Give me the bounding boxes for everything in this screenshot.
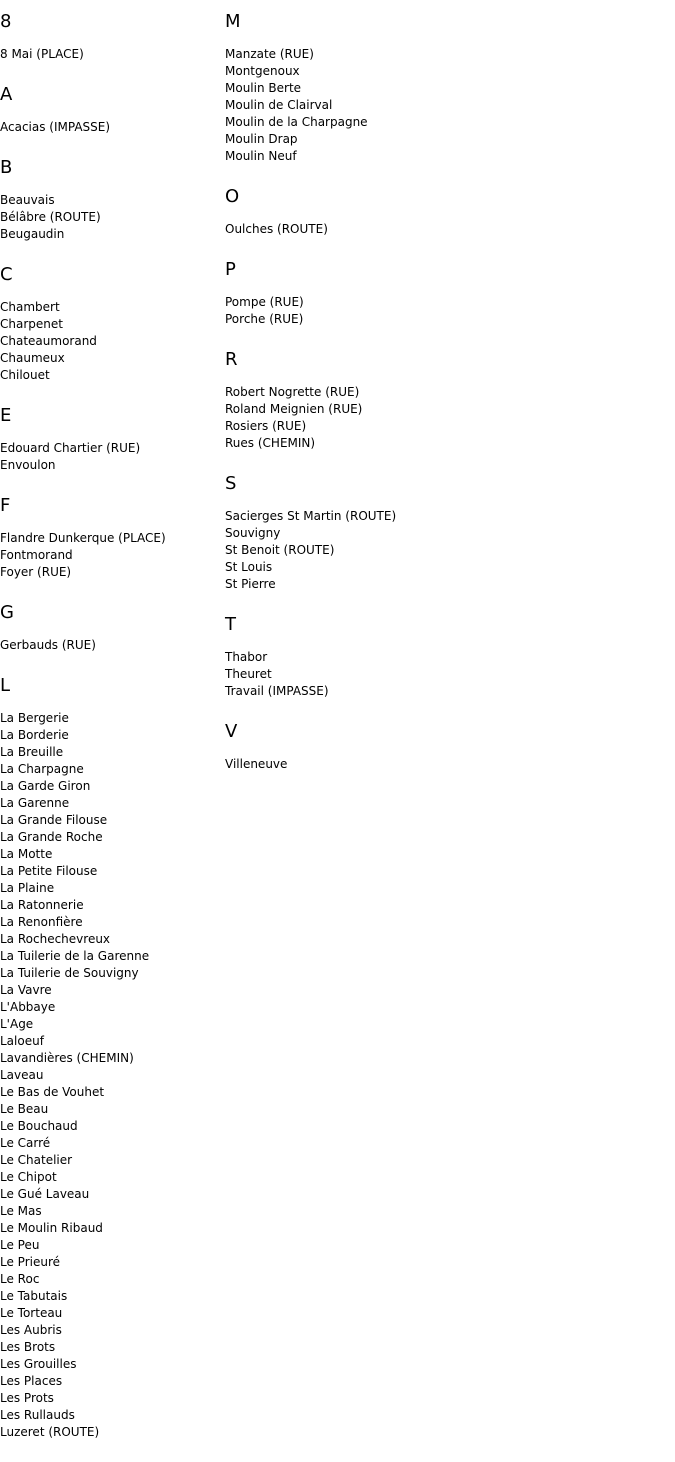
street-item[interactable]: Le Chipot — [0, 1170, 57, 1184]
letter-section — [225, 614, 445, 700]
street-item[interactable]: St Benoit (ROUTE) — [225, 543, 335, 557]
street-item[interactable]: La Plaine — [0, 881, 55, 895]
street-index-column-left — [0, 11, 220, 1462]
street-item[interactable]: Envoulon — [0, 458, 56, 472]
street-item[interactable]: Roland Meignien (RUE) — [225, 402, 363, 416]
letter-section — [225, 11, 445, 165]
street-item[interactable]: Flandre Dunkerque (PLACE) — [0, 531, 166, 545]
street-item[interactable]: Le Bas de Vouhet — [0, 1085, 105, 1099]
letter-section — [225, 473, 445, 593]
street-item[interactable]: Les Grouilles — [0, 1357, 77, 1371]
street-item[interactable]: Moulin Berte — [225, 81, 302, 95]
street-list — [225, 221, 445, 238]
street-item[interactable]: Beugaudin — [0, 227, 65, 241]
street-list — [0, 530, 220, 581]
letter-section — [0, 495, 220, 581]
street-item[interactable]: L'Abbaye — [0, 1000, 56, 1014]
street-item[interactable]: Les Brots — [0, 1340, 56, 1354]
street-item[interactable]: Le Peu — [0, 1238, 40, 1252]
letter-section — [0, 675, 220, 1441]
section-letter-heading: L — [0, 675, 11, 696]
section-letter-heading: S — [225, 473, 237, 494]
street-item[interactable]: Le Mas — [0, 1204, 42, 1218]
street-item[interactable]: Bélâbre (ROUTE) — [0, 210, 101, 224]
street-item[interactable]: Fontmorand — [0, 548, 73, 562]
street-list — [0, 710, 220, 1441]
section-letter-heading: A — [0, 84, 13, 105]
street-item[interactable]: Les Rullauds — [0, 1408, 75, 1422]
street-item[interactable]: La Garenne — [0, 796, 70, 810]
section-letter-heading: E — [0, 405, 12, 426]
street-item[interactable]: Chateaumorand — [0, 334, 97, 348]
section-letter-heading: B — [0, 157, 13, 178]
letter-section — [0, 11, 220, 63]
street-item[interactable]: Thabor — [225, 650, 268, 664]
street-list — [0, 637, 220, 654]
street-item[interactable]: Beauvais — [0, 193, 55, 207]
street-item[interactable]: La Borderie — [0, 728, 69, 742]
street-list — [0, 46, 220, 63]
street-item[interactable]: Theuret — [225, 667, 272, 681]
street-list — [0, 299, 220, 384]
street-item[interactable]: Edouard Chartier (RUE) — [0, 441, 141, 455]
street-item[interactable]: Robert Nogrette (RUE) — [225, 385, 360, 399]
section-letter-heading: F — [0, 495, 11, 516]
street-item[interactable]: Moulin Neuf — [225, 149, 297, 163]
street-list — [225, 294, 445, 328]
letter-section — [0, 405, 220, 474]
letter-section — [225, 186, 445, 238]
street-item[interactable]: Villeneuve — [225, 757, 288, 771]
street-item[interactable]: Le Moulin Ribaud — [0, 1221, 103, 1235]
street-item[interactable]: Souvigny — [225, 526, 281, 540]
street-item[interactable]: 8 Mai (PLACE) — [0, 47, 84, 61]
street-item[interactable]: La Charpagne — [0, 762, 84, 776]
street-list — [225, 756, 445, 773]
street-item[interactable]: Le Roc — [0, 1272, 40, 1286]
street-item[interactable]: Moulin de la Charpagne — [225, 115, 368, 129]
street-item[interactable]: La Vavre — [0, 983, 52, 997]
street-item[interactable]: Sacierges St Martin (ROUTE) — [225, 509, 397, 523]
street-item[interactable]: Porche (RUE) — [225, 312, 304, 326]
street-item[interactable]: Le Torteau — [0, 1306, 63, 1320]
section-letter-heading: O — [225, 186, 240, 207]
street-item[interactable]: Lavandières (CHEMIN) — [0, 1051, 134, 1065]
letter-section — [225, 259, 445, 328]
street-item[interactable]: Le Beau — [0, 1102, 49, 1116]
letter-section — [0, 602, 220, 654]
street-item[interactable]: Oulches (ROUTE) — [225, 222, 328, 236]
street-item[interactable]: La Breuille — [0, 745, 64, 759]
section-letter-heading: R — [225, 349, 238, 370]
section-letter-heading: C — [0, 264, 13, 285]
street-item[interactable]: Montgenoux — [225, 64, 300, 78]
street-item[interactable]: Le Gué Laveau — [0, 1187, 90, 1201]
section-letter-heading: V — [225, 721, 238, 742]
street-item[interactable]: Pompe (RUE) — [225, 295, 304, 309]
street-item[interactable]: Laloeuf — [0, 1034, 44, 1048]
letter-section — [225, 349, 445, 452]
letter-section — [0, 264, 220, 384]
street-list — [225, 384, 445, 452]
letter-section — [225, 721, 445, 773]
street-item[interactable]: Laveau — [0, 1068, 44, 1082]
street-item[interactable]: Acacias (IMPASSE) — [0, 120, 111, 134]
street-item[interactable]: Le Carré — [0, 1136, 51, 1150]
section-letter-heading: M — [225, 11, 241, 32]
letter-section — [0, 157, 220, 243]
street-item[interactable]: Manzate (RUE) — [225, 47, 314, 61]
street-item[interactable]: Travail (IMPASSE) — [225, 684, 329, 698]
street-item[interactable]: St Pierre — [225, 577, 276, 591]
street-item[interactable]: La Grande Roche — [0, 830, 103, 844]
street-list — [0, 119, 220, 136]
street-item[interactable]: Les Aubris — [0, 1323, 62, 1337]
street-item[interactable]: La Ratonnerie — [0, 898, 84, 912]
street-item[interactable]: La Renonfière — [0, 915, 83, 929]
letter-section — [0, 84, 220, 136]
street-item[interactable]: La Tuilerie de Souvigny — [0, 966, 139, 980]
section-letter-heading: P — [225, 259, 236, 280]
street-item[interactable]: Rues (CHEMIN) — [225, 436, 316, 450]
street-item[interactable]: Les Prots — [0, 1391, 54, 1405]
street-list — [225, 508, 445, 593]
section-letter-heading: T — [225, 614, 236, 635]
street-item[interactable]: La Tuilerie de la Garenne — [0, 949, 150, 963]
street-item[interactable]: La Rochechevreux — [0, 932, 111, 946]
street-item[interactable]: St Louis — [225, 560, 273, 574]
street-list — [0, 192, 220, 243]
street-item[interactable]: La Garde Giron — [0, 779, 91, 793]
street-item[interactable]: Foyer (RUE) — [0, 565, 72, 579]
street-item[interactable]: Chambert — [0, 300, 60, 314]
street-item[interactable]: Luzeret (ROUTE) — [0, 1425, 100, 1439]
street-item[interactable]: La Petite Filouse — [0, 864, 98, 878]
street-item[interactable]: Chaumeux — [0, 351, 65, 365]
street-item[interactable]: La Bergerie — [0, 711, 69, 725]
street-list — [0, 440, 220, 474]
section-letter-heading: G — [0, 602, 14, 623]
street-item[interactable]: Chilouet — [0, 368, 50, 382]
street-item[interactable]: Le Chatelier — [0, 1153, 73, 1167]
street-item[interactable]: Les Places — [0, 1374, 63, 1388]
street-list — [225, 46, 445, 165]
street-item[interactable]: La Grande Filouse — [0, 813, 108, 827]
street-item[interactable]: Charpenet — [0, 317, 63, 331]
street-item[interactable]: La Motte — [0, 847, 53, 861]
street-item[interactable]: Le Prieuré — [0, 1255, 61, 1269]
section-letter-heading: 8 — [0, 11, 12, 32]
street-item[interactable]: Le Bouchaud — [0, 1119, 78, 1133]
street-item[interactable]: Moulin Drap — [225, 132, 298, 146]
street-item[interactable]: L'Age — [0, 1017, 34, 1031]
street-index-column-right — [225, 11, 445, 794]
street-item[interactable]: Rosiers (RUE) — [225, 419, 307, 433]
street-item[interactable]: Moulin de Clairval — [225, 98, 333, 112]
street-list — [225, 649, 445, 700]
street-item[interactable]: Le Tabutais — [0, 1289, 68, 1303]
street-item[interactable]: Gerbauds (RUE) — [0, 638, 96, 652]
